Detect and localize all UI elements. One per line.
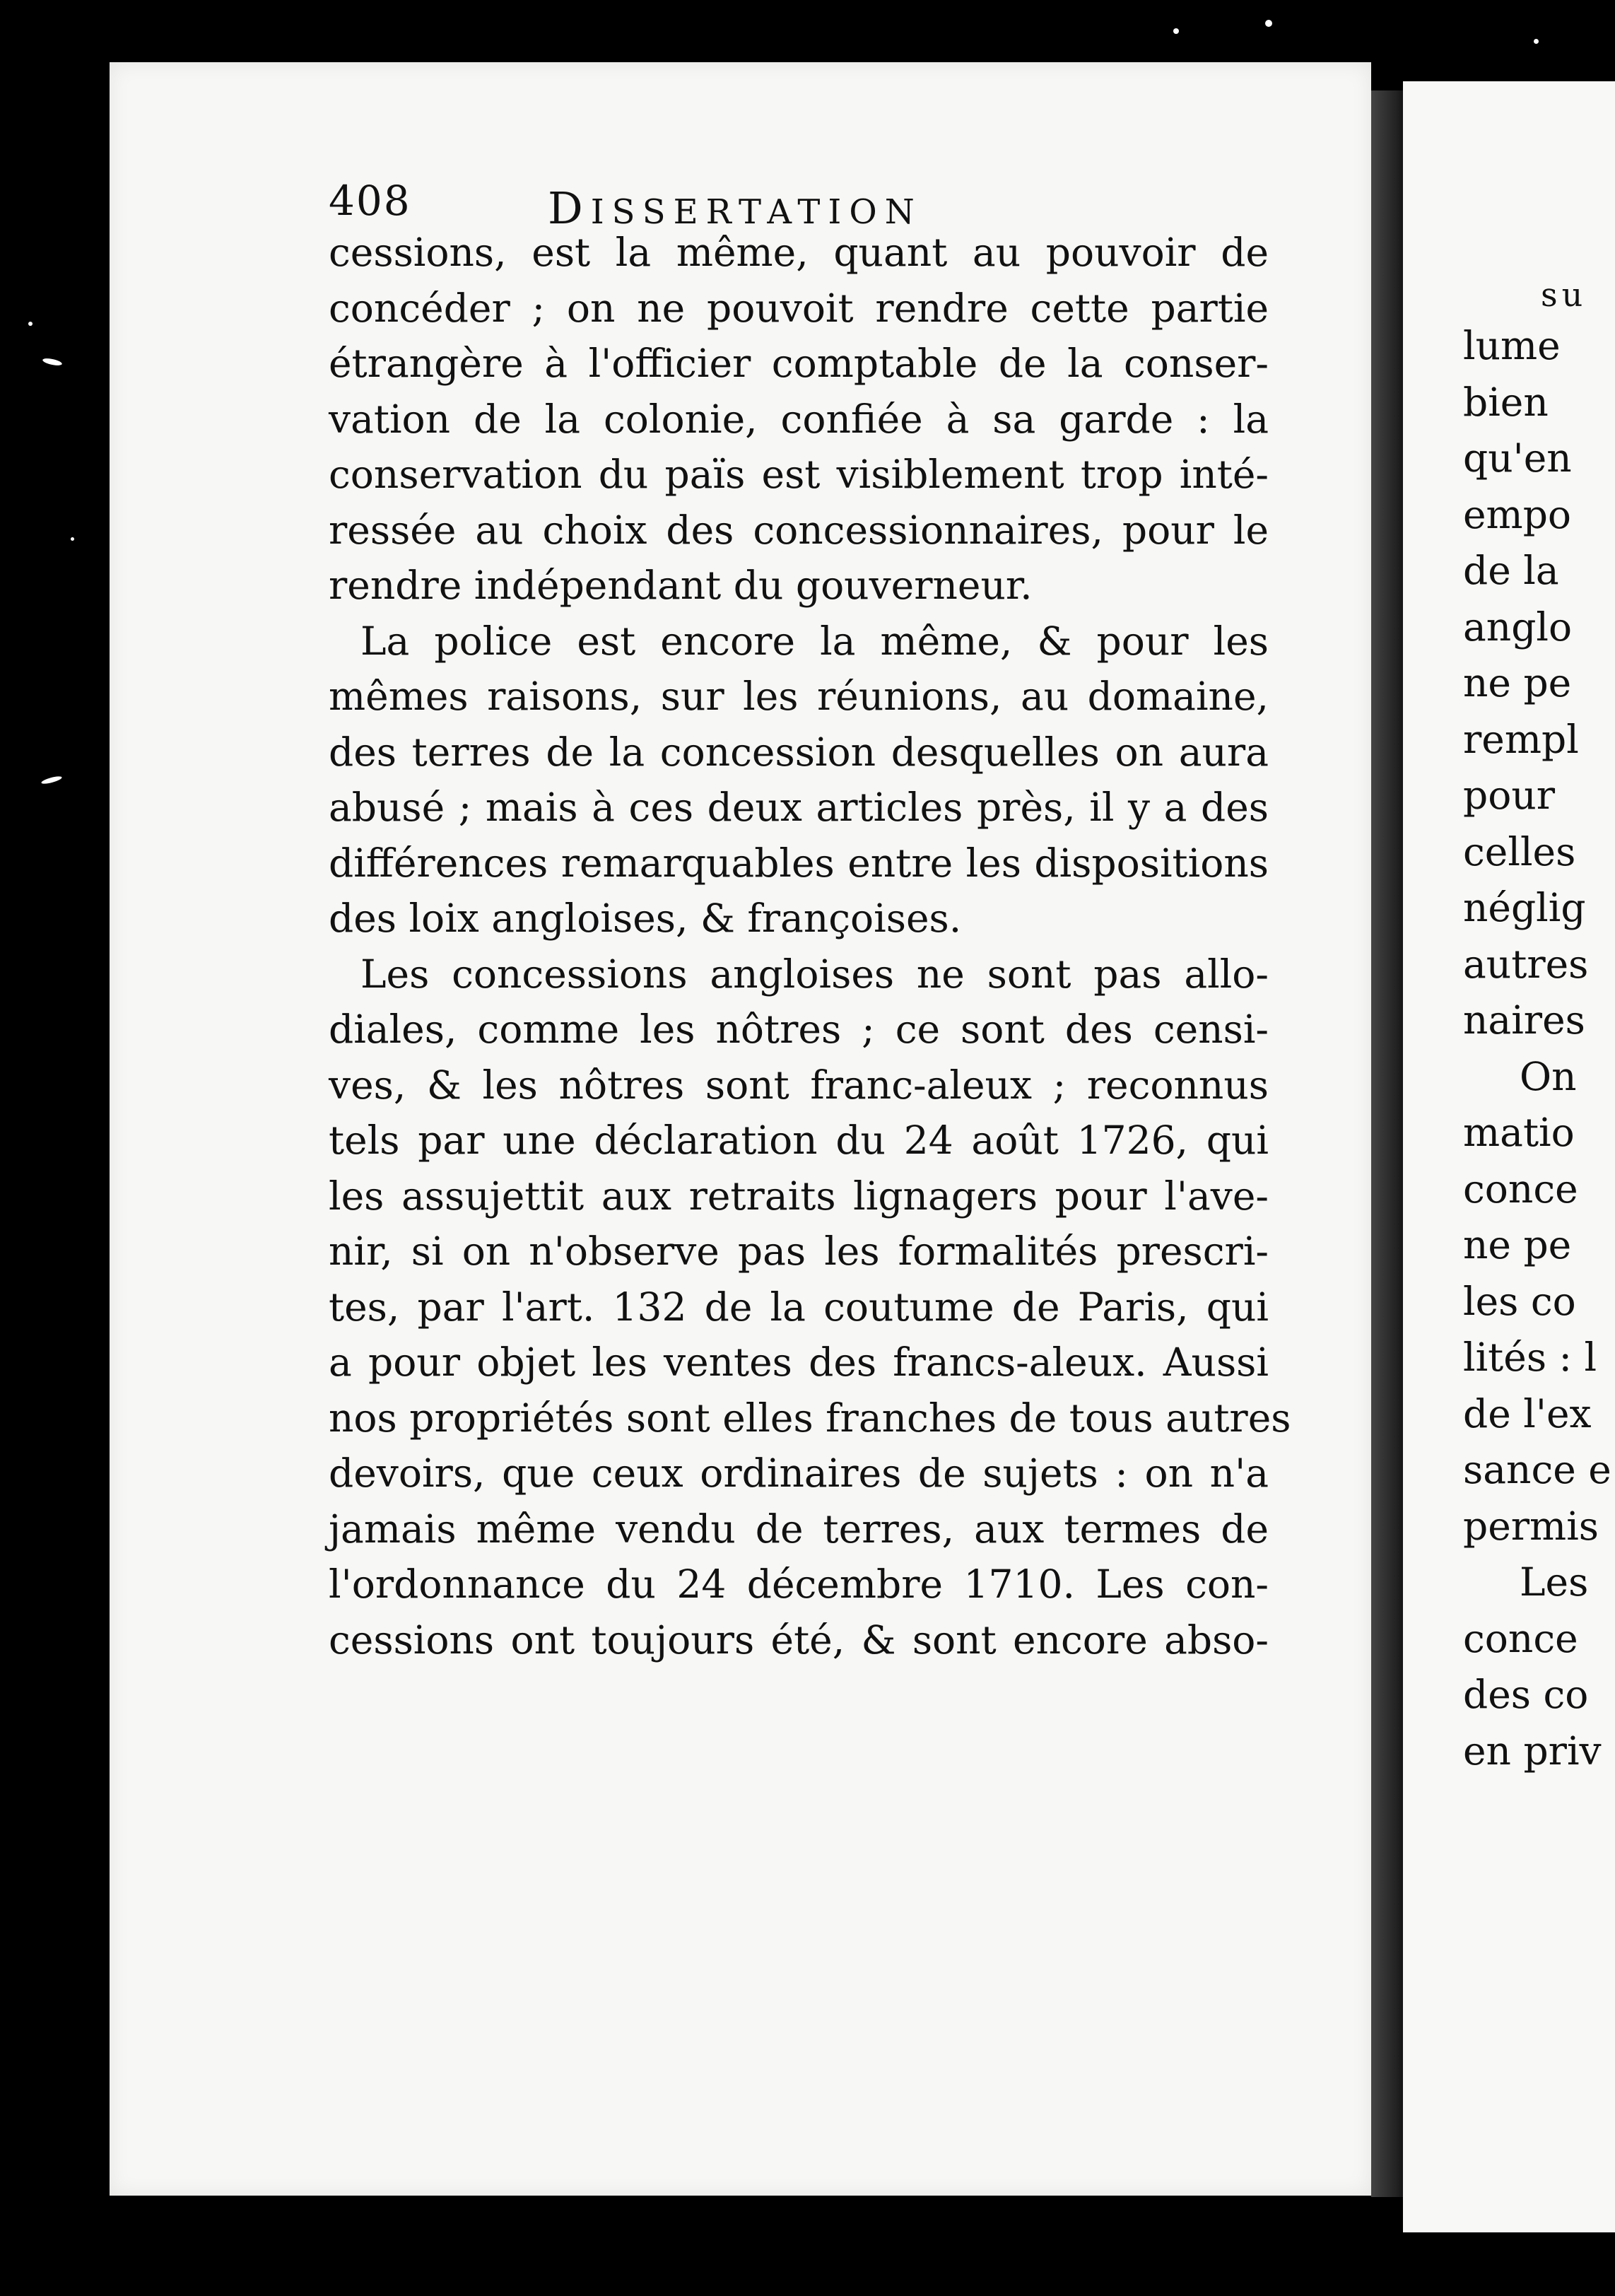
right-text-line: conce <box>1463 1615 1578 1661</box>
text-line: ressée au choix des concessionnaires, pour le <box>329 507 1269 553</box>
right-text-line: lités : l <box>1463 1335 1597 1380</box>
text-line: ves, & les nôtres sont franc-aleux ; reconnus <box>329 1062 1269 1108</box>
text-line: devoirs, que ceux ordinaires de sujets : on n'a <box>329 1451 1269 1496</box>
right-text-line: sance e <box>1463 1447 1611 1492</box>
right-text-line: de la <box>1463 548 1559 593</box>
text-line: conservation du païs est visiblement trop inté- <box>329 452 1269 497</box>
right-text-line: ne pe <box>1463 660 1572 705</box>
text-line: Les concessions angloises ne sont pas allo- <box>360 951 1269 997</box>
text-line: tels par une déclaration du 24 août 1726, qui <box>329 1118 1269 1163</box>
right-text-line: su <box>1541 276 1587 314</box>
text-line: abusé ; mais à ces deux articles près, il y a des <box>329 785 1269 830</box>
right-text-line: néglig <box>1463 885 1586 930</box>
running-head-title: DISSERTATION <box>548 182 922 234</box>
text-line: différences remarquables entre les dispositions <box>329 840 1269 886</box>
right-text-line: naires <box>1463 997 1585 1043</box>
text-line: étrangère à l'officier comptable de la conser- <box>329 341 1269 386</box>
right-text-line: Les <box>1520 1559 1589 1605</box>
right-text-line: rempl <box>1463 716 1579 762</box>
page-number: 408 <box>329 177 411 225</box>
right-text-line: autres <box>1463 941 1589 987</box>
left-page-text <box>329 225 1291 1668</box>
right-text-line: les co <box>1463 1278 1576 1324</box>
text-line: jamais même vendu de terres, aux termes de <box>329 1506 1269 1552</box>
text-line: les assujettit aux retraits lignagers pour l'ave- <box>329 1173 1269 1219</box>
right-text-line: des co <box>1463 1672 1589 1717</box>
text-line: nir, si on n'observe pas les formalités prescri- <box>329 1229 1269 1274</box>
text-line: cessions, est la même, quant au pouvoir de <box>329 230 1269 275</box>
right-text-line: anglo <box>1463 604 1573 650</box>
right-text-line: permis <box>1463 1503 1599 1549</box>
text-line: concéder ; on ne pouvoit rendre cette partie <box>329 285 1269 331</box>
text-line: mêmes raisons, sur les réunions, au domaine, <box>329 674 1269 719</box>
right-text-line: empo <box>1463 491 1572 537</box>
right-page-text <box>1463 272 1611 1779</box>
text-line: cessions ont toujours été, & sont encore abso- <box>329 1617 1269 1663</box>
text-line: diales, comme les nôtres ; ce sont des censi- <box>329 1007 1269 1052</box>
text-line: des loix angloises, & françoises. <box>329 896 962 941</box>
right-text-line: matio <box>1463 1110 1575 1155</box>
text-line: nos propriétés sont elles franches de tous autres <box>329 1395 1291 1441</box>
right-text-line: celles <box>1463 828 1576 874</box>
right-text-line: pour <box>1463 773 1556 818</box>
text-line: l'ordonnance du 24 décembre 1710. Les con- <box>329 1562 1269 1607</box>
text-line: tes, par l'art. 132 de la coutume de Paris, qui <box>329 1284 1269 1330</box>
right-text-line: ne pe <box>1463 1222 1572 1267</box>
text-line: a pour objet les ventes des francs-aleux. Aussi <box>329 1340 1269 1385</box>
right-text-line: en priv <box>1463 1728 1602 1774</box>
right-text-line: qu'en <box>1463 435 1572 481</box>
text-line: La police est encore la même, & pour les <box>360 618 1269 664</box>
text-line: des terres de la concession desquelles on aura <box>329 729 1269 775</box>
right-text-line: On <box>1520 1053 1577 1099</box>
right-text-line: lume <box>1463 323 1561 368</box>
right-text-line: conce <box>1463 1166 1578 1212</box>
text-line: rendre indépendant du gouverneur. <box>329 563 1033 608</box>
right-text-line: de l'ex <box>1463 1390 1592 1436</box>
text-line: vation de la colonie, confiée à sa garde : la <box>329 396 1269 442</box>
right-text-line: bien <box>1463 379 1549 425</box>
